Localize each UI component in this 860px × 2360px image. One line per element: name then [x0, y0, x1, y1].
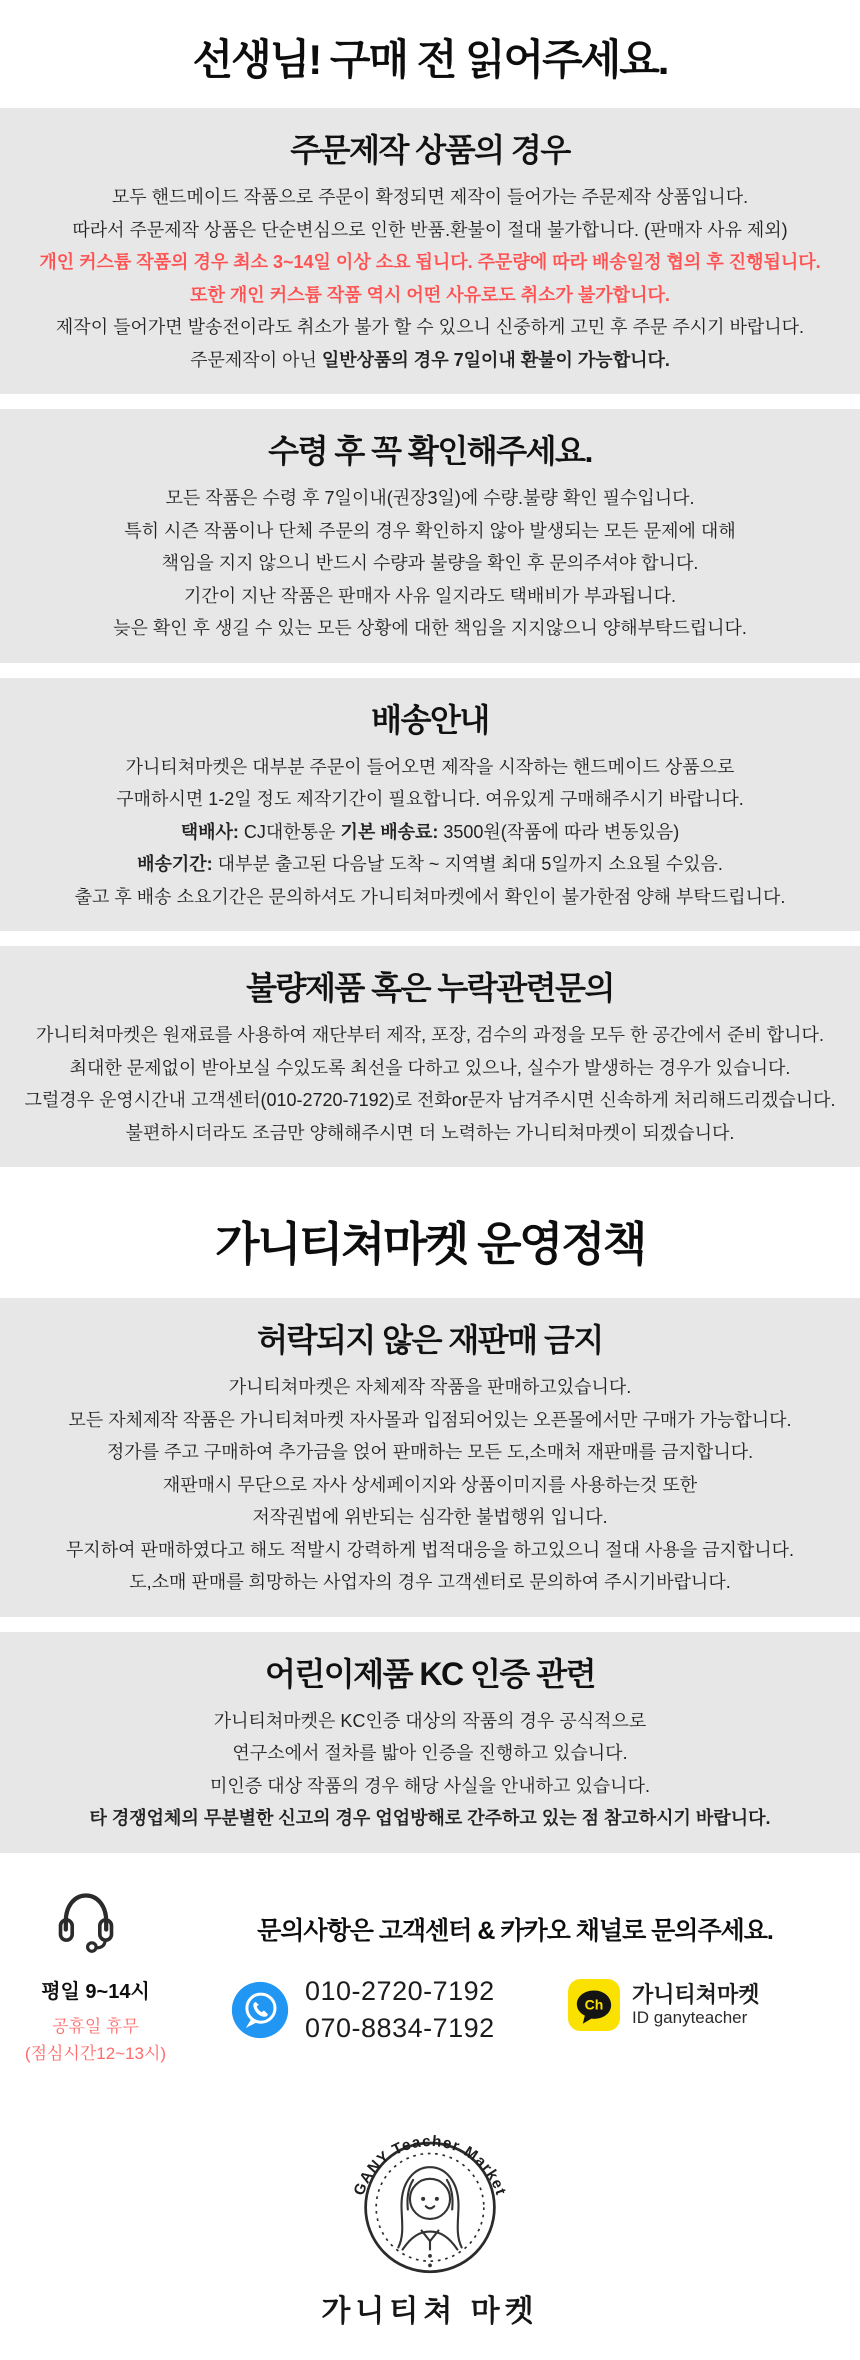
text-line: [12, 1802, 848, 1835]
text-segment: 대부분 출고된 다음날 도착 ~ 지역별 최대 5일까지 소요될 수있음.: [212, 854, 723, 874]
text-segment: 가니티쳐마켓은 원재료를 사용하여 재단부터 제작, 포장, 검수의 과정을 모두 한 공간에서 준비 합니다.: [36, 1025, 824, 1045]
lunch-notice: (점심시간12~13시): [24, 2043, 167, 2063]
business-hours: [8, 1975, 183, 2067]
section-body: [12, 1019, 848, 1149]
text-line: [12, 1436, 848, 1469]
text-line: [12, 1404, 848, 1437]
section-body: [12, 181, 848, 376]
section-body: [12, 1705, 848, 1835]
phone-numbers: [305, 1973, 495, 2047]
section-title: 주문제작 상품의 경우: [290, 132, 570, 168]
text-line: [12, 246, 848, 279]
text-segment: 저작권법에 위반되는 심각한 불법행위 입니다.: [252, 1507, 608, 1527]
text-line: [12, 580, 848, 613]
text-line: [12, 816, 848, 849]
text-segment: 정가를 주고 구매하여 추가금을 얹어 판매하는 모든 도,소매처 재판매를 금지합니다.: [106, 1442, 754, 1462]
brand-name-text: 가니티쳐 마켓: [321, 2294, 539, 2328]
text-line: [12, 881, 848, 914]
text-line: [12, 344, 848, 377]
text-segment: 연구소에서 절차를 밟아 인증을 진행하고 있습니다.: [232, 1743, 628, 1763]
text-segment: 불편하시더라도 조금만 양해해주시면 더 노력하는 가니티쳐마켓이 되겠습니다.: [125, 1122, 735, 1143]
section-shipping-info: [0, 678, 860, 932]
stamp-arc-text: GANY Teacher Market: [350, 2132, 510, 2198]
section-check-after-receipt: [0, 409, 860, 663]
text-line: [12, 1566, 848, 1599]
section-body: [12, 1371, 848, 1599]
text-segment: 모든 자체제작 작품은 가니티쳐마켓 자사몰과 입점되어있는 오픈몰에서만 구매가 가능합니다.: [68, 1409, 792, 1430]
text-segment: 모든 작품은 수령 후 7일이내(권장3일)에 수량.불량 확인 필수입니다.: [165, 488, 695, 508]
text-segment: 무지하여 판매하였다고 해도 적발시 강력하게 법적대응을 하고있으니 절대 사용을 금지합니다.: [65, 1539, 795, 1560]
text-line: [12, 1117, 848, 1150]
contact-heading: 문의사항은 고객센터 & 카카오 채널로 문의주세요.: [257, 1916, 773, 1945]
section-kc-certification: [0, 1632, 860, 1853]
text-segment: 특히 시즌 작품이나 단체 주문의 경우 확인하지 않아 발생되는 모든 문제에 대해: [124, 520, 736, 541]
text-line: [12, 1019, 848, 1052]
section-title: 수령 후 꼭 확인해주세요.: [268, 433, 592, 469]
text-segment: 재판매시 무단으로 자사 상세페이지와 상품이미지를 사용하는것 또한: [162, 1474, 698, 1495]
text-line: [12, 482, 848, 515]
contact-section: [0, 1887, 860, 2092]
text-segment: 가니티쳐마켓은 자체제작 작품을 판매하고있습니다.: [228, 1377, 632, 1397]
phone-bubble-icon: [230, 1980, 290, 2040]
section-title: 배송안내: [371, 701, 489, 738]
section-title: 허락되지 않은 재판매 금지: [257, 1322, 603, 1358]
section-body: [12, 751, 848, 914]
text-line: [12, 1371, 848, 1404]
stamp-woman-illustration: [398, 2167, 461, 2267]
brand-stamp-logo: [335, 2106, 525, 2280]
text-line: [12, 612, 848, 645]
text-segment: 개인 커스튬 작품의 경우 최소 3~14일 이상 소요 됩니다. 주문량에 따라 배송일정 협의 후 진행됩니다.: [39, 252, 821, 272]
main-title: 선생님! 구매 전 읽어주세요.: [192, 36, 668, 83]
kakao-channel-contact: [568, 1979, 760, 2031]
text-line: [12, 783, 848, 816]
kakao-channel-name: 가니티쳐마켓: [632, 1981, 760, 2007]
section-title: 불량제품 혹은 누락관련문의: [246, 970, 614, 1006]
text-segment: 제작이 들어가면 발송전이라도 취소가 불가 할 수 있으니 신중하게 고민 후 주문 주시기 바랍니다.: [55, 317, 805, 337]
section-no-resale: [0, 1298, 860, 1617]
section-body: [12, 482, 848, 645]
text-segment: 구매하시면 1-2일 정도 제작기간이 필요합니다. 여유있게 구매해주시기 바랍니다.: [116, 789, 744, 809]
text-segment: 도,소매 판매를 희망하는 사업자의 경우 고객센터로 문의하여 주시기바랍니다.: [129, 1572, 731, 1592]
text-line: [12, 1501, 848, 1534]
text-line: [12, 1052, 848, 1085]
text-segment: 주문제작이 아닌: [190, 349, 322, 370]
phone-contact: [230, 1973, 495, 2047]
text-segment: 모두 핸드메이드 작품으로 주문이 확정되면 제작이 들어가는 주문제작 상품입니다.: [111, 187, 749, 207]
text-segment: 3500원(작품에 따라 변동있음): [438, 821, 680, 842]
text-segment: 배송기간:: [137, 854, 213, 874]
kakao-channel-info: [632, 1982, 760, 2028]
text-line: [12, 1770, 848, 1803]
phone-number-1: 010-2720-7192: [305, 1975, 495, 2006]
phone-number-2: 070-8834-7192: [305, 2012, 495, 2043]
headset-icon: [52, 1887, 120, 1955]
text-line: [12, 547, 848, 580]
kakao-badge-text: Ch: [584, 1996, 604, 2013]
section-title: 어린이제품 KC 인증 관련: [264, 1655, 596, 1692]
text-line: [12, 311, 848, 344]
weekday-hours: 평일 9~14시: [41, 1980, 150, 2003]
kakao-channel-id: ID ganyteacher: [632, 2007, 748, 2027]
text-line: [12, 1084, 848, 1117]
text-segment: 책임을 지지 않으니 반드시 수량과 불량을 확인 후 문의주셔야 합니다.: [161, 553, 699, 573]
text-segment: 늦은 확인 후 생길 수 있는 모든 상황에 대한 책임을 지지않으니 양해부탁드립니다.: [113, 618, 747, 638]
text-line: [12, 181, 848, 214]
section-custom-order: [0, 108, 860, 394]
text-segment: 출고 후 배송 소요기간은 문의하셔도 가니티쳐마켓에서 확인이 불가한점 양해 부탁드립니다.: [74, 886, 786, 907]
text-segment: 미인증 대상 작품의 경우 해당 사실을 안내하고 있습니다.: [210, 1775, 650, 1796]
text-segment: 가니티쳐마켓은 KC인증 대상의 작품의 경우 공식적으로: [213, 1710, 647, 1731]
text-line: [12, 1705, 848, 1738]
text-segment: CJ대한통운: [238, 821, 341, 842]
text-line: [12, 751, 848, 784]
text-segment: 가니티쳐마켓은 대부분 주문이 들어오면 제작을 시작하는 핸드메이드 상품으로: [125, 756, 735, 777]
text-segment: 따라서 주문제작 상품은 단순변심으로 인한 반품.환불이 절대 불가합니다. (판매자 사유 제외): [72, 219, 788, 240]
text-line: [12, 214, 848, 247]
text-segment: 일반상품의 경우 7일이내 환불이 가능합니다.: [321, 349, 670, 370]
text-line: [12, 1469, 848, 1502]
kakao-channel-icon: [568, 1979, 620, 2031]
text-segment: 또한 개인 커스튬 작품 역시 어떤 사유로도 취소가 불가합니다.: [190, 284, 670, 305]
text-segment: 택배사:: [180, 821, 239, 842]
text-segment: 기간이 지난 작품은 판매자 사유 일지라도 택배비가 부과됩니다.: [183, 585, 677, 606]
policy-title: 가니티쳐마켓 운영정책: [215, 1218, 645, 1270]
text-line: [12, 279, 848, 312]
holiday-notice: 공휴일 휴무: [52, 2016, 139, 2036]
text-segment: 타 경쟁업체의 무분별한 신고의 경우 업업방해로 간주하고 있는 점 참고하시기 바랍니다.: [89, 1808, 771, 1828]
text-line: [12, 1737, 848, 1770]
text-line: [12, 1534, 848, 1567]
text-segment: 기본 배송료:: [340, 821, 439, 842]
text-line: [12, 515, 848, 548]
text-line: [12, 848, 848, 881]
text-segment: 그럴경우 운영시간내 고객센터(010-2720-7192)로 전화or문자 남겨주시면 신속하게 처리해드리겠습니다.: [24, 1090, 836, 1110]
section-defect-missing-inquiry: [0, 946, 860, 1167]
text-segment: 최대한 문제없이 받아보실 수있도록 최선을 다하고 있으나, 실수가 발생하는 경우가 있습니다.: [69, 1057, 791, 1078]
